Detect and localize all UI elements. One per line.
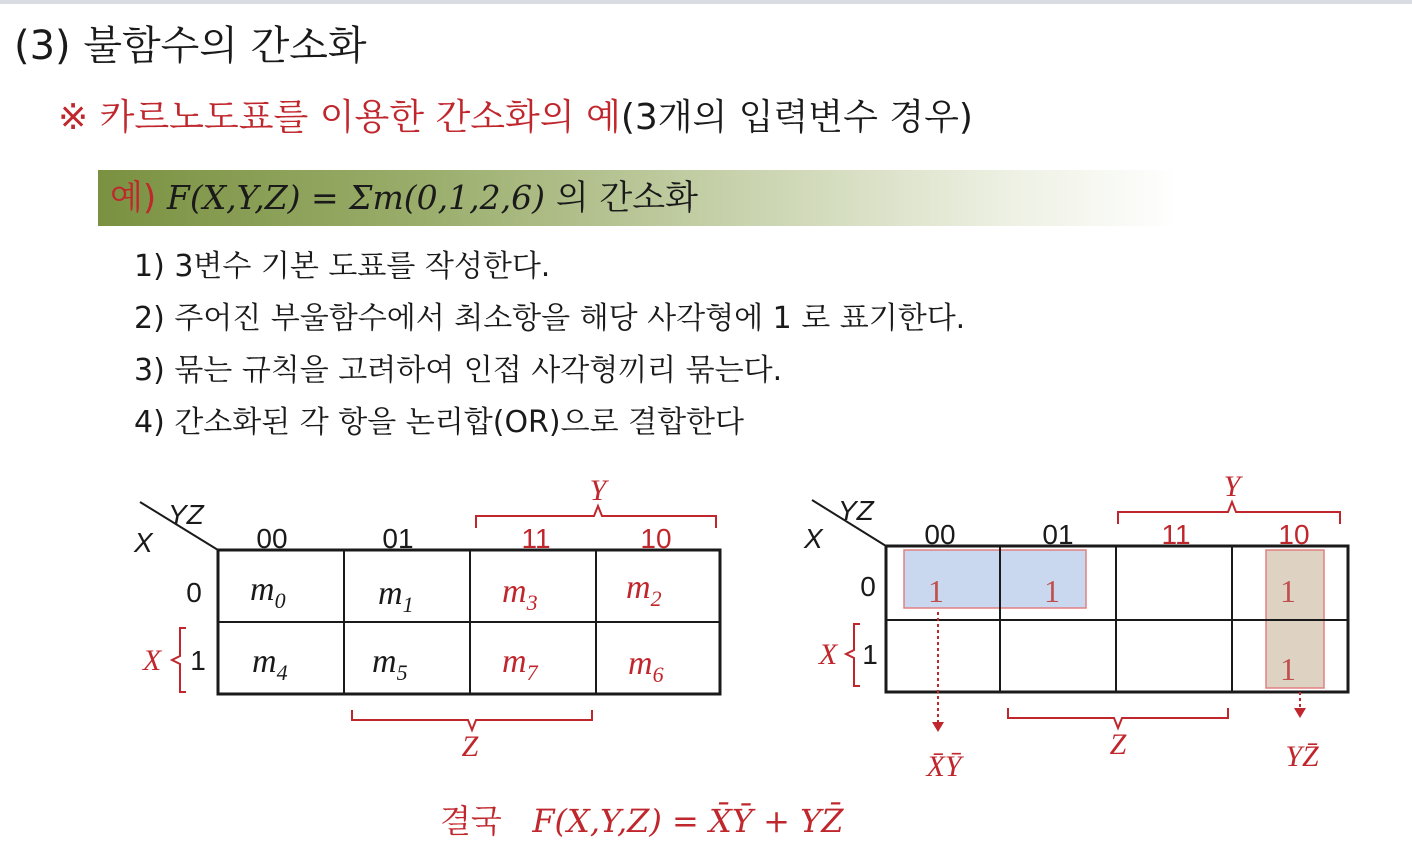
brace-bottom-z [352,710,592,730]
minterm-cell: $m_2$ [626,569,662,611]
arrow-head-icon [932,722,944,732]
minterm-cell: $m_1$ [378,575,414,617]
cell-value: 1 [928,573,944,609]
brace-bottom-label: Z [461,730,479,763]
corner-label-x: X [134,527,153,558]
minterm-cell: $m_5$ [372,643,408,685]
arrow-head-icon [1294,708,1306,718]
col-header: 00 [924,519,956,550]
example-suffix: 의 간소화 [555,178,698,218]
row-header: 0 [860,571,876,602]
brace-bottom-z [1008,708,1228,728]
brace-left-label: X [818,638,838,671]
col-header: 00 [256,523,288,554]
minterm-cell: $m_0$ [250,571,286,613]
cell-value: 1 [1044,573,1060,609]
brace-left-x [846,624,860,686]
col-header: 01 [382,523,414,554]
corner-label-yz: YZ [168,499,204,530]
minterm-cell: $m_4$ [252,643,288,685]
result-label: 결국 [440,802,502,840]
minterm-cell: $m_3$ [502,573,538,615]
col-header: 01 [1042,519,1074,550]
corner-label-x: X [804,523,823,554]
col-header: 11 [1161,519,1191,550]
corner-label-yz: YZ [838,495,874,526]
example-formula: F(X,Y,Z) = Σm(0,1,2,6) [166,178,545,217]
cell-value: 1 [1280,573,1296,609]
row-header: 0 [186,577,202,608]
col-header: 10 [1278,519,1310,550]
row-header: 1 [862,639,878,670]
brace-top-y [476,506,716,528]
brace-bottom-label: Z [1109,728,1127,761]
kmap-left [133,474,720,763]
minterm-cell: $m_6$ [628,645,664,687]
step-1: 1) 3변수 기본 도표를 작성한다. [134,249,551,284]
kmap-right [803,470,1348,783]
cell-value: 1 [1280,651,1296,687]
col-header: 10 [640,523,672,554]
subtitle-rest: (3개의 입력변수 경우) [620,97,973,138]
step-3: 3) 묶는 규칙을 고려하여 인접 사각형끼리 묶는다. [134,353,783,388]
minterm-cell: $m_7$ [502,643,538,685]
brace-left-label: X [142,644,162,677]
result-formula: F(X,Y,Z) = X̄Ȳ + YZ̄ [532,802,844,840]
group-term-yz: YZ̄ [1285,740,1319,773]
step-4: 4) 간소화된 각 항을 논리합(OR)으로 결합한다 [134,405,745,440]
subtitle-highlight: ※ 카르노도표를 이용한 간소화의 예 [58,97,621,138]
brace-top-label: Y [589,474,607,507]
col-header: 11 [521,523,551,554]
group-term-xy: X̄Ȳ [926,750,962,783]
row-header: 1 [190,645,206,676]
brace-top-label: Y [1223,470,1241,503]
slide-title: (3) 불함수의 간소화 [14,23,367,69]
example-label: 예) [110,178,157,218]
brace-left-x [172,628,186,692]
step-2: 2) 주어진 부울함수에서 최소항을 해당 사각형에 1 로 표기한다. [134,301,966,336]
final-result [440,796,843,846]
